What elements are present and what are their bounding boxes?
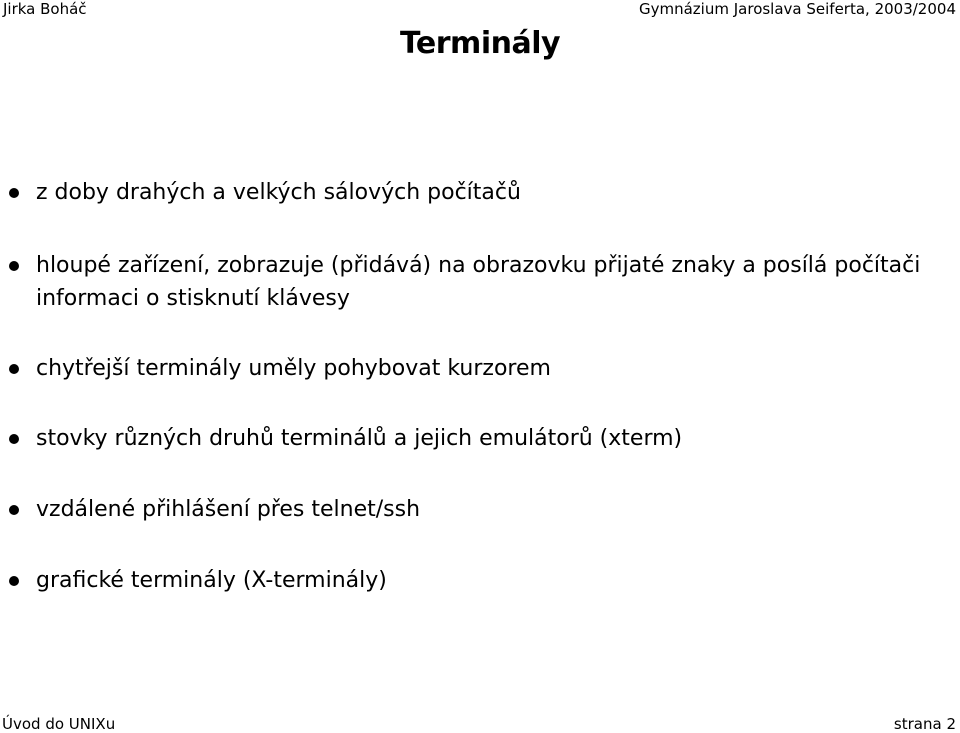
footer-course: Úvod do UNIXu (2, 715, 116, 733)
bullet-text: chytřejší terminály uměly pohybovat kurzorem (36, 356, 551, 381)
bullet-dot-icon (9, 261, 19, 271)
header-author: Jirka Boháč (3, 0, 87, 18)
slide-title: Terminály (399, 26, 561, 61)
bullet-text: grafické terminály (X-terminály) (36, 568, 387, 593)
header-institution: Gymnázium Jaroslava Seiferta, 2003/2004 (639, 0, 956, 18)
bullet-text: hloupé zařízení, zobrazuje (přidává) na obrazovku přijaté znaky a posílá počítači informaci o stisknutí klávesy (36, 253, 921, 311)
bullet-text: stovky různých druhů terminálů a jejich emulátorů (xterm) (36, 426, 683, 451)
bullet-dot-icon (9, 364, 19, 374)
bullet-dot-icon (9, 434, 19, 444)
bullet-text: vzdálené přihlášení přes telnet/ssh (36, 497, 421, 522)
bullet-dot-icon (9, 188, 19, 198)
bullet-dot-icon (9, 576, 19, 586)
bullet-text: z doby drahých a velkých sálových počítačů (36, 180, 521, 205)
footer-page-number: strana 2 (893, 715, 956, 733)
bullet-dot-icon (9, 505, 19, 515)
